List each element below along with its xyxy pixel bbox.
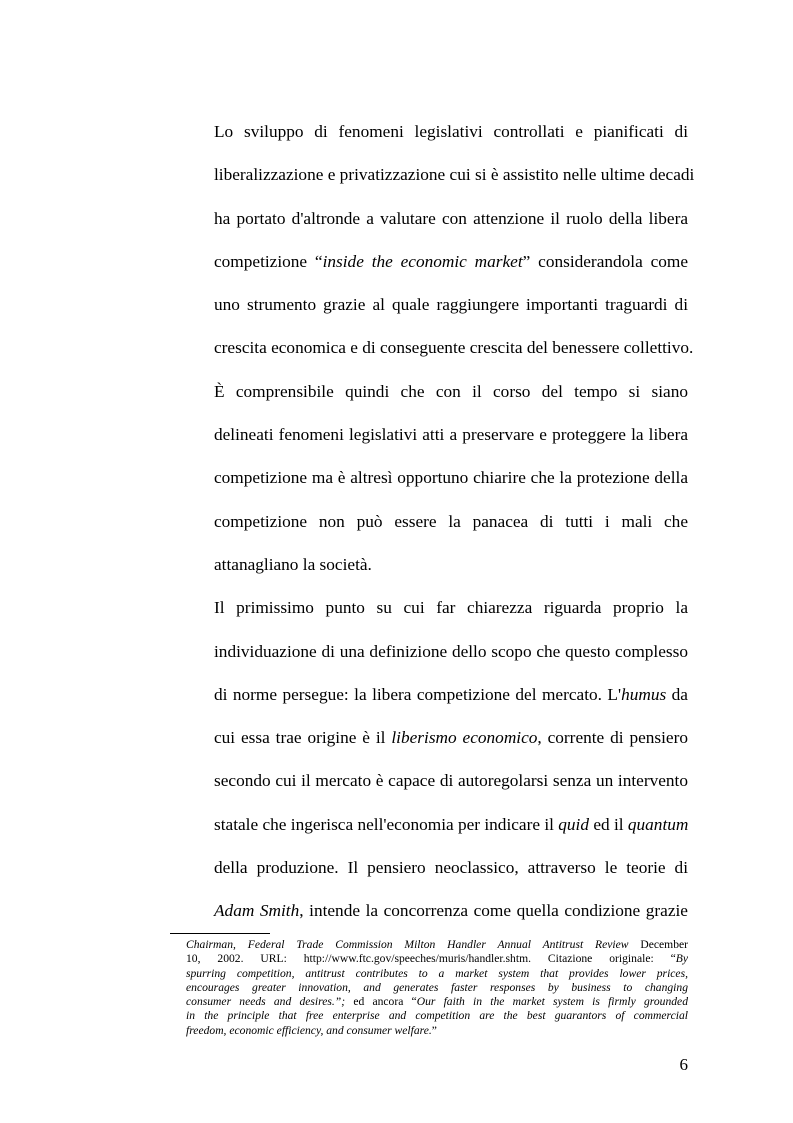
text-fragment: da bbox=[666, 684, 688, 704]
footnote-line bbox=[186, 967, 688, 981]
text-fragment: December bbox=[628, 938, 688, 951]
text-line: delineati fenomeni legislativi atti a preservare e proteggere la libera bbox=[214, 425, 688, 445]
text-fragment: ” bbox=[431, 1023, 437, 1037]
italic-phrase: Adam Smith bbox=[214, 901, 300, 921]
text-line bbox=[170, 716, 688, 759]
footnote-line bbox=[186, 981, 688, 995]
text-line: individuazione di una definizione dello scopo che questo complesso bbox=[214, 641, 688, 661]
text-fragment: cui essa trae origine è il bbox=[214, 728, 392, 748]
paragraph-1 bbox=[170, 110, 695, 370]
text-line: È comprensibile quindi che con il corso del tempo si siano bbox=[214, 381, 688, 401]
footnote-line bbox=[186, 1009, 688, 1023]
footnote-line bbox=[186, 995, 688, 1009]
text-line: Lo sviluppo di fenomeni legislativi controllati e pianificati di bbox=[214, 122, 688, 141]
text-line: Il primissimo punto su cui far chiarezza riguarda proprio la bbox=[214, 598, 688, 618]
text-line: uno strumento grazie al quale raggiungere importanti traguardi di bbox=[214, 295, 688, 315]
italic-phrase: consumer needs and desires.”; bbox=[186, 995, 346, 1009]
text-line bbox=[170, 803, 688, 846]
body-text bbox=[170, 110, 695, 933]
text-line: competizione non può essere la panacea di tutti i mali che bbox=[214, 511, 688, 531]
italic-phrase: quid bbox=[558, 814, 589, 834]
text-fragment: di norme persegue: la libera competizione del mercato. L' bbox=[214, 684, 622, 704]
text-fragment: , intende la concorrenza come quella condizione grazie bbox=[299, 901, 688, 921]
italic-phrase: quantum bbox=[627, 814, 689, 834]
footnote-separator bbox=[170, 933, 270, 934]
italic-phrase: liberismo economico bbox=[391, 728, 538, 748]
italic-phrase: inside the economic market bbox=[322, 251, 523, 271]
text-line bbox=[170, 673, 688, 716]
text-line: della produzione. Il pensiero neoclassico, attraverso le teorie di bbox=[214, 858, 688, 878]
text-fragment: 10, 2002. URL: http://www.ftc.gov/speeches/muris/handler.shtm. Citazione originale: “ bbox=[186, 952, 676, 966]
italic-phrase: humus bbox=[621, 684, 667, 704]
text-fragment: , corrente di pensiero bbox=[537, 728, 688, 748]
italic-phrase: in the principle that free enterprise and competition are the best guarantors of commercial bbox=[186, 1009, 688, 1023]
text-fragment: competizione “ bbox=[214, 251, 323, 271]
italic-phrase: Chairman, Federal Trade Commission Milton Handler Annual Antitrust Review bbox=[186, 938, 629, 951]
text-fragment: ed ancora “ bbox=[345, 995, 417, 1009]
italic-phrase: encourages greater innovation, and generates faster responses by business to changing bbox=[186, 980, 688, 994]
text-line: competizione ma è altresì opportuno chiarire che la protezione della bbox=[214, 468, 688, 488]
text-line: ha portato d'altronde a valutare con attenzione il ruolo della libera bbox=[214, 208, 688, 228]
text-line: secondo cui il mercato è capace di autoregolarsi senza un intervento bbox=[214, 771, 688, 791]
footnote bbox=[186, 938, 688, 1038]
text-fragment: ed il bbox=[589, 814, 628, 834]
footnote-line bbox=[186, 952, 688, 966]
text-fragment: ” considerandola come bbox=[522, 251, 688, 271]
footnote-line bbox=[186, 1024, 688, 1038]
italic-phrase: Our faith in the market system is firmly grounded bbox=[416, 995, 688, 1009]
italic-phrase: freedom, economic efficiency, and consumer welfare. bbox=[186, 1023, 432, 1037]
footnote-line bbox=[186, 938, 688, 952]
paragraph-2 bbox=[170, 370, 688, 586]
text-line: liberalizzazione e privatizzazione cui si è assistito nelle ultime decadi bbox=[214, 165, 695, 185]
text-line: crescita economica e di conseguente crescita del benessere collettivo. bbox=[214, 338, 694, 358]
italic-phrase: By bbox=[675, 952, 688, 966]
paragraph-3 bbox=[170, 586, 688, 932]
italic-phrase: spurring competition, antitrust contributes to a market system that provides lower prices, bbox=[186, 966, 688, 980]
text-line: attanagliano la società. bbox=[214, 554, 372, 574]
text-line bbox=[170, 889, 688, 932]
text-line bbox=[170, 240, 688, 283]
text-fragment: statale che ingerisca nell'economia per indicare il bbox=[214, 814, 559, 834]
page-number: 6 bbox=[679, 1055, 688, 1074]
